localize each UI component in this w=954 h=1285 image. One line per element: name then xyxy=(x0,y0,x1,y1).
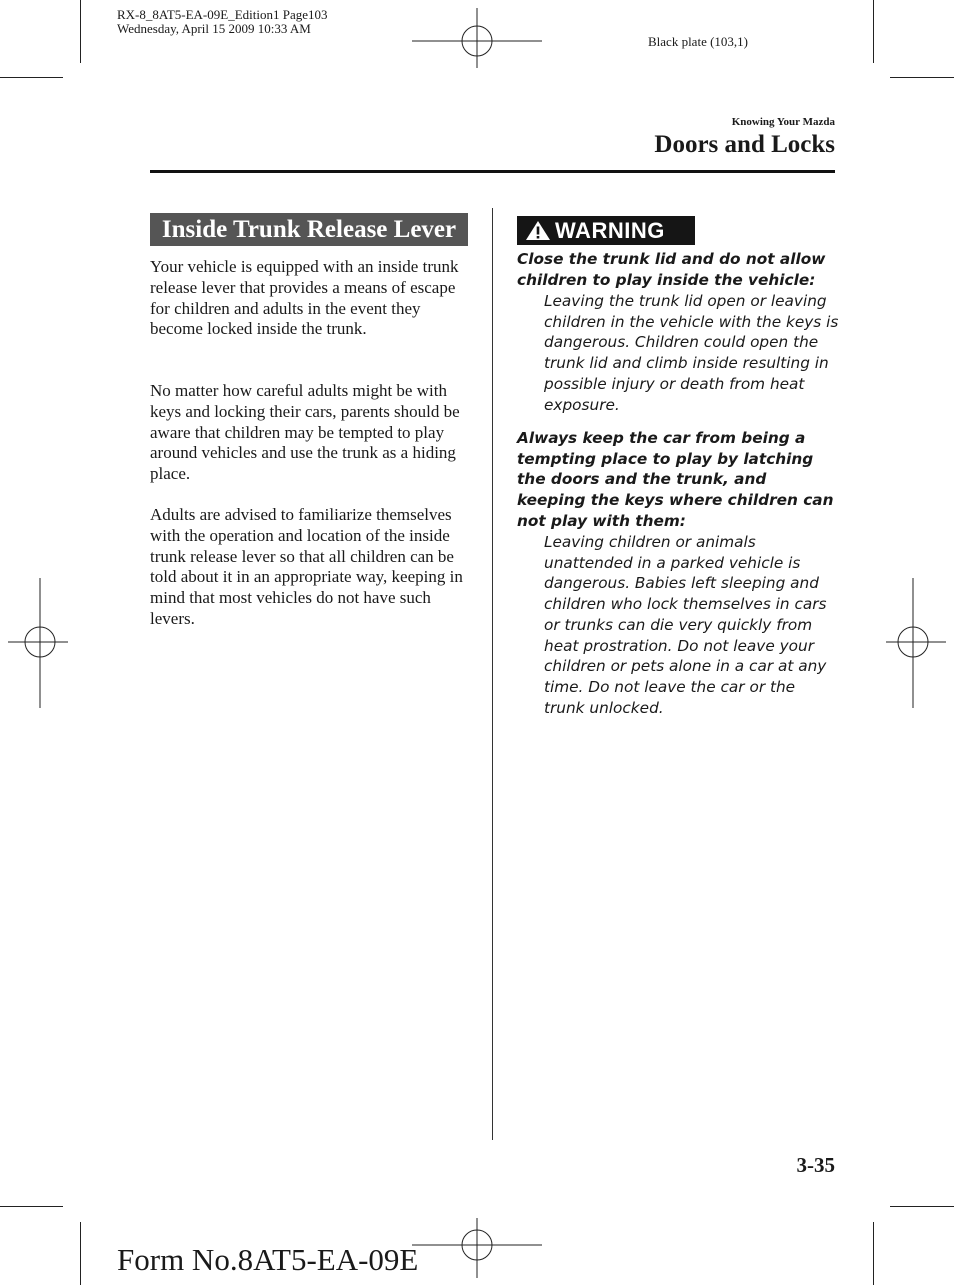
warning-item-heading: Always keep the car from being a tempting place to play by latching the doors and the trunk, and keeping the keys where children can not play with them: xyxy=(517,429,834,530)
crop-mark xyxy=(890,77,954,78)
crop-mark xyxy=(0,1206,63,1207)
registration-mark-icon xyxy=(412,1218,542,1278)
slug-timestamp: Wednesday, April 15 2009 10:33 AM xyxy=(117,21,311,36)
warning-item-body: Leaving the trunk lid open or leaving children in the vehicle with the keys is dangerous. Children could open the trunk lid and climb inside resulting in possible injury or death from heat exposure. xyxy=(544,292,839,414)
slug-file-name: RX-8_8AT5-EA-09E_Edition1 Page103 xyxy=(117,7,328,22)
page-number: 3-35 xyxy=(796,1153,835,1177)
form-number: Form No.8AT5-EA-09E xyxy=(117,1242,419,1277)
warning-item-body: Leaving children or animals unattended in a parked vehicle is dangerous. Babies left sleeping and children who lock themselves in cars or trunks can die very quickly from heat prostration. Do not leave your children or pets alone in a car at any time. Do not leave the car or the trunk unlocked. xyxy=(544,533,827,717)
section-tag: Knowing Your Mazda xyxy=(731,116,835,128)
crop-mark xyxy=(80,1222,81,1285)
paragraph-text: Adults are advised to familiarize themselves with the operation and location of the inside trunk release lever so that all children can be told about it in an appropriate way, keeping in mind that most vehicles do not have such levers. xyxy=(150,505,463,628)
registration-mark-icon xyxy=(886,578,946,708)
crop-mark xyxy=(80,0,81,63)
section-heading: Inside Trunk Release Lever xyxy=(150,213,468,246)
warning-triangle-icon xyxy=(525,220,551,241)
crop-mark xyxy=(873,0,874,63)
crop-mark xyxy=(890,1206,954,1207)
chapter-title: Doors and Locks xyxy=(654,131,835,158)
body-paragraph xyxy=(150,505,470,630)
warning-badge xyxy=(517,216,695,245)
warning-label: WARNING xyxy=(555,218,665,243)
print-slug xyxy=(117,8,328,36)
crop-mark xyxy=(873,1222,874,1285)
crop-mark xyxy=(0,77,63,78)
header-rule xyxy=(150,170,835,173)
registration-mark-icon xyxy=(8,578,68,708)
warning-item-heading: Close the trunk lid and do not allow children to play inside the vehicle: xyxy=(517,250,826,289)
plate-label: Black plate (103,1) xyxy=(648,34,748,49)
registration-mark-icon xyxy=(412,8,542,68)
paragraph-text: Your vehicle is equipped with an inside trunk release lever that provides a means of escape for children and adults in the event they become locked inside the trunk. xyxy=(150,257,459,339)
column-divider xyxy=(492,208,493,1140)
body-paragraph xyxy=(150,257,470,340)
paragraph-text: No matter how careful adults might be with keys and locking their cars, parents should be aware that children may be tempted to play around vehicles and use the trunk as a hiding place. xyxy=(150,381,460,484)
body-paragraph xyxy=(150,381,470,485)
